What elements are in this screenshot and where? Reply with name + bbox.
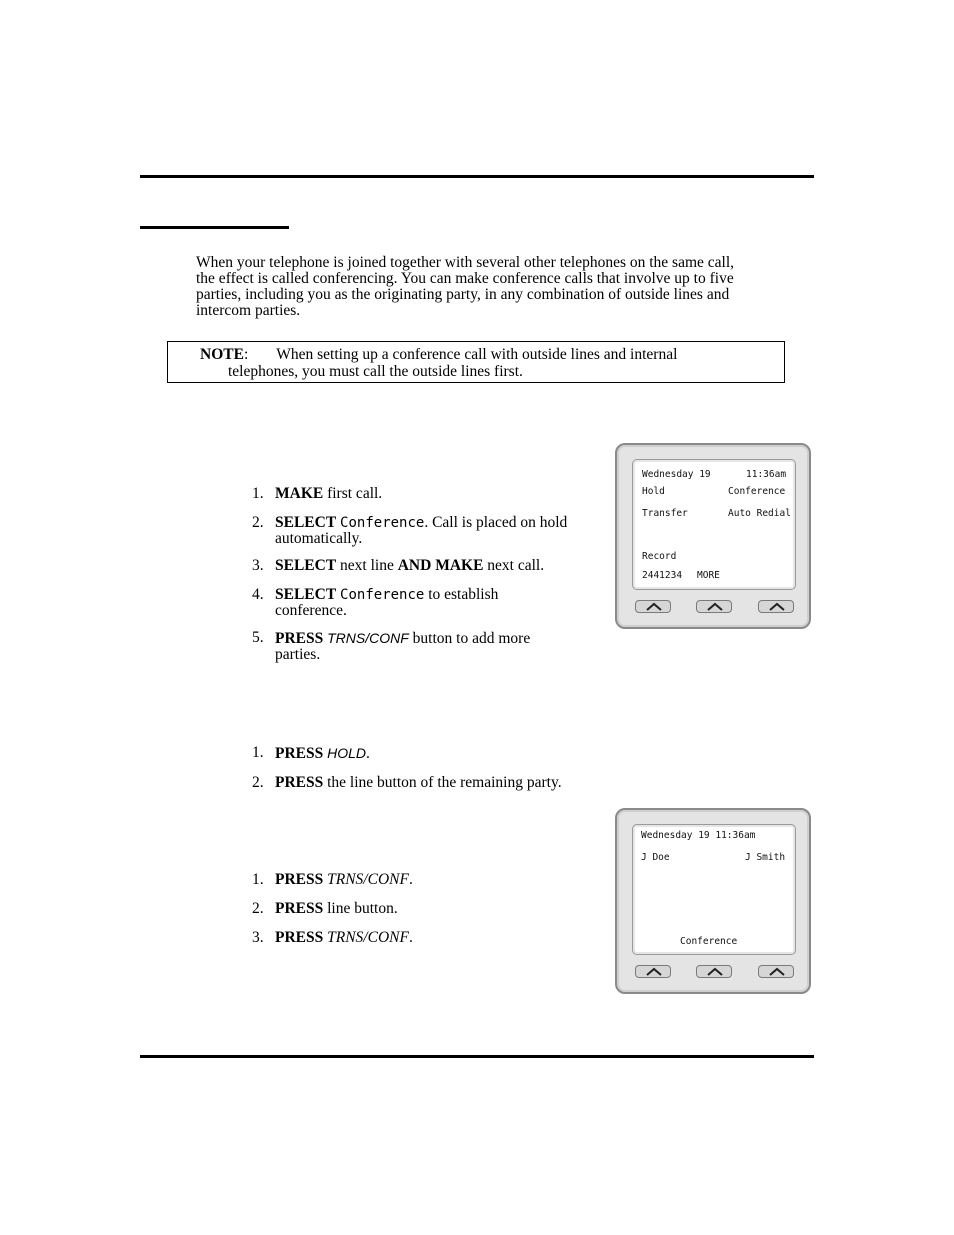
section-heading-rule [140,226,289,229]
lcd-party-2: J Smith [745,852,786,863]
list-item: 3. SELECT next line AND MAKE next call. [252,557,545,574]
lcd-time: 11:36am [746,469,787,480]
lcd-screen [632,459,796,590]
lcd-record[interactable]: Record [642,551,677,562]
intro-paragraph: When your telephone is joined together with several other telephones on the same call, the effect is called conferencing. You can make conference calls that involve up to five parties, including you as the originating party, in any combination of outside lines and intercom parties. [196,254,735,319]
lcd-datetime: Wednesday 19 11:36am [641,830,756,841]
list-item: 4. SELECT Conference to establish conference. [252,586,499,619]
drop-party-steps [252,745,562,791]
lcd-transfer[interactable]: Transfer [642,508,688,519]
list-item: 1. PRESS HOLD. [252,744,370,762]
top-rule [140,175,814,178]
note-box [167,341,785,383]
lcd-number: 2441234 [642,570,683,581]
list-item: 3. PRESS TRNS/CONF. [252,929,413,946]
lcd-party-1: J Doe [641,852,670,863]
chevron-up-icon [645,967,663,977]
softkey-left[interactable] [635,600,671,613]
chevron-up-icon [706,967,724,977]
phone-display-conference [615,808,811,994]
phone-display-idle [615,443,811,629]
list-item: 5. PRESS TRNS/CONF button to add more parties. [252,629,531,663]
chevron-up-icon [706,602,724,612]
lcd-conference[interactable]: Conference [728,486,786,497]
bottom-rule [140,1055,814,1058]
list-item: 2. PRESS line button. [252,900,398,917]
list-item: 2. PRESS the line button of the remaining party. [252,774,562,791]
lcd-date: Wednesday 19 [642,469,711,480]
lcd-status: Conference [680,936,738,947]
softkey-right[interactable] [758,600,794,613]
softkey-right[interactable] [758,965,794,978]
list-item: 1. MAKE first call. [252,485,383,502]
lcd-screen [632,824,796,955]
list-item: 1. PRESS TRNS/CONF. [252,871,413,888]
list-item: 2. SELECT Conference. Call is placed on hold automatically. [252,514,568,547]
add-party-steps [252,872,413,946]
conference-steps [252,486,567,663]
chevron-up-icon [768,602,786,612]
chevron-up-icon [768,967,786,977]
softkey-middle[interactable] [696,600,732,613]
softkey-middle[interactable] [696,965,732,978]
chevron-up-icon [645,602,663,612]
note-line-2: telephones, you must call the outside lines first. [228,363,523,380]
lcd-hold[interactable]: Hold [642,486,665,497]
lcd-auto-redial[interactable]: Auto Redial [728,508,791,519]
note-line-1: NOTE: When setting up a conference call with outside lines and internal [200,346,678,363]
softkey-left[interactable] [635,965,671,978]
lcd-more[interactable]: MORE [697,570,720,581]
note-label: NOTE [200,346,244,363]
